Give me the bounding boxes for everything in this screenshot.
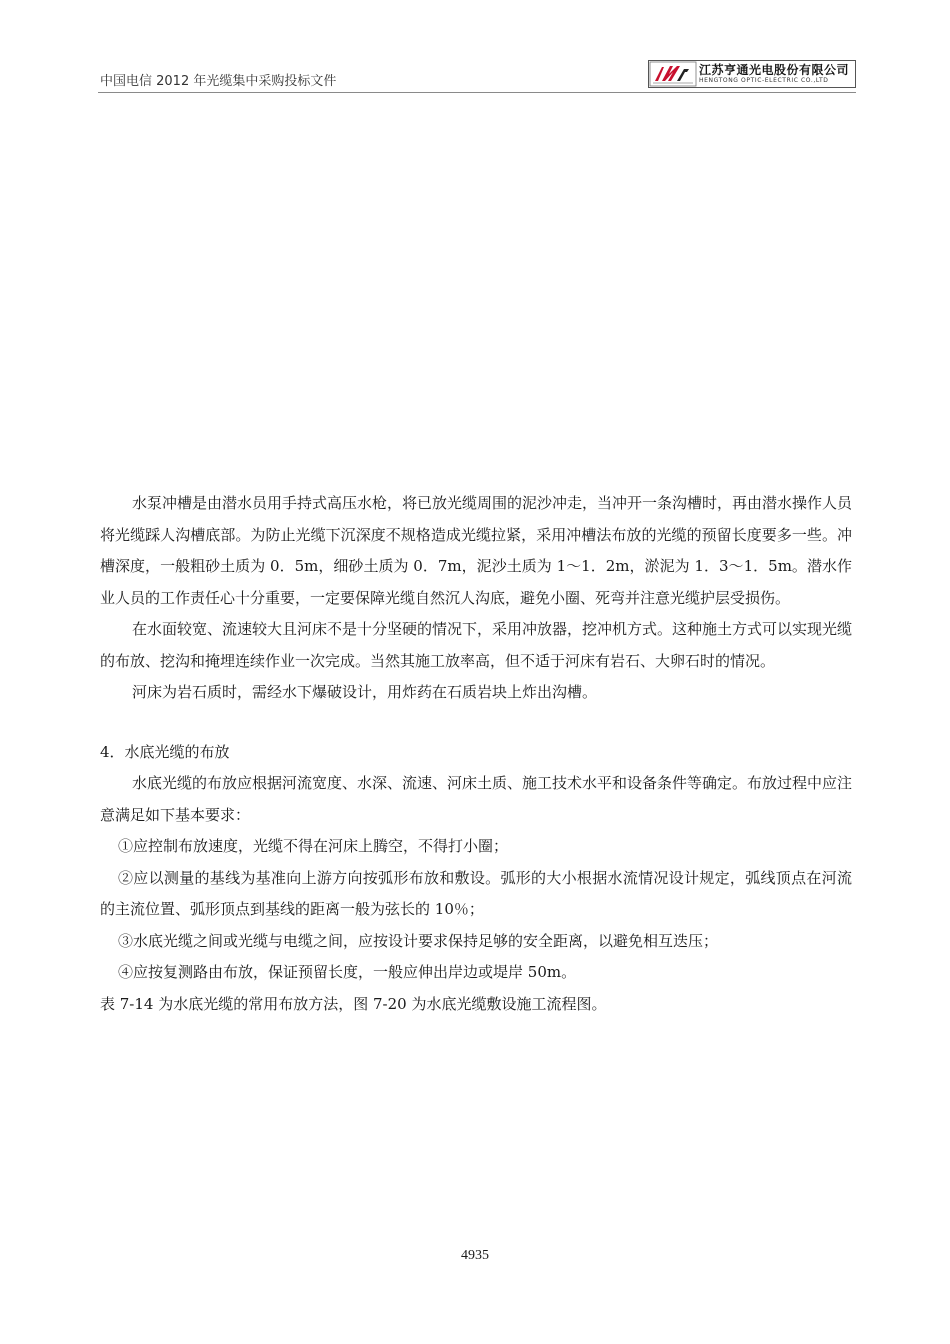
requirement-item-3: ③水底光缆之间或光缆与电缆之间，应按设计要求保持足够的安全距离，以避免相互迭压； bbox=[118, 931, 719, 950]
paragraph-table-reference: 表 7-14 为水底光缆的常用布放方法，图 7-20 为水底光缆敷设施工流程图。 bbox=[100, 994, 607, 1013]
requirement-item-1: ①应控制布放速度，光缆不得在河床上腾空，不得打小圈； bbox=[118, 837, 509, 855]
requirement-item-4: ④应按复测路由布放，保证预留长度，一般应伸出岸边或堤岸 50m。 bbox=[118, 963, 577, 981]
logo-company-en: HENGTONG OPTIC-ELECTRIC CO.,LTD bbox=[699, 77, 829, 84]
requirement-item-2: ②应以测量的基线为基准向上游方向按弧形布放和敷设。弧形的大小根据水流情况设计规定，弧线顶点在河流的主流位置、弧形顶点到基线的距离一般为弦长的 10％； bbox=[100, 868, 852, 918]
paragraph-water-pump-trench: 水泵冲槽是由潜水员用手持式高压水枪，将已放光缆周围的泥沙冲走，当冲开一条沟槽时，再由潜水操作人员将光缆踩人沟槽底部。为防止光缆下沉深度不规格造成光缆拉紧，采用冲槽法布放的光缆的预留长度要多一些。冲槽深度，一般粗砂土质为 0．5m，细砂土质为 0．7m，泥沙土质为 1～1．2m，淤泥为 1．3～1．5m。潜水作业人员的工作责任心十分重要，一定要保障光缆自然沉人沟底，避免小圈、死弯并注意光缆护层受损伤。 bbox=[100, 494, 853, 607]
header-title: 中国电信 2012 年光缆集中采购投标文件 bbox=[100, 74, 337, 89]
logo-company-cn: 江苏亨通光电股份有限公司 bbox=[699, 63, 850, 77]
paragraph-laying-requirements: 水底光缆的布放应根据河流宽度、水深、流速、河床土质、施工技术水平和设备条件等确定。布放过程中应注意满足如下基本要求： bbox=[100, 774, 853, 824]
paragraph-rock-riverbed: 河床为岩石质时，需经水下爆破设计，用炸药在石质岩块上炸出沟槽。 bbox=[132, 683, 598, 701]
page-number: 4935 bbox=[461, 1248, 489, 1263]
document-body bbox=[100, 488, 852, 1020]
section-heading: 4．水底光缆的布放 bbox=[100, 742, 230, 761]
paragraph-flush-machine: 在水面较宽、流速较大且河床不是十分坚硬的情况下，采用冲放器，挖冲机方式。这种施土方式可以实现光缆的布放、挖沟和掩埋连续作业一次完成。当然其施工放率高，但不适于河床有岩石、大卵石时的情况。 bbox=[100, 620, 853, 670]
header-divider bbox=[98, 92, 856, 93]
company-logo bbox=[648, 60, 856, 88]
hengtong-logo-icon bbox=[649, 61, 697, 87]
